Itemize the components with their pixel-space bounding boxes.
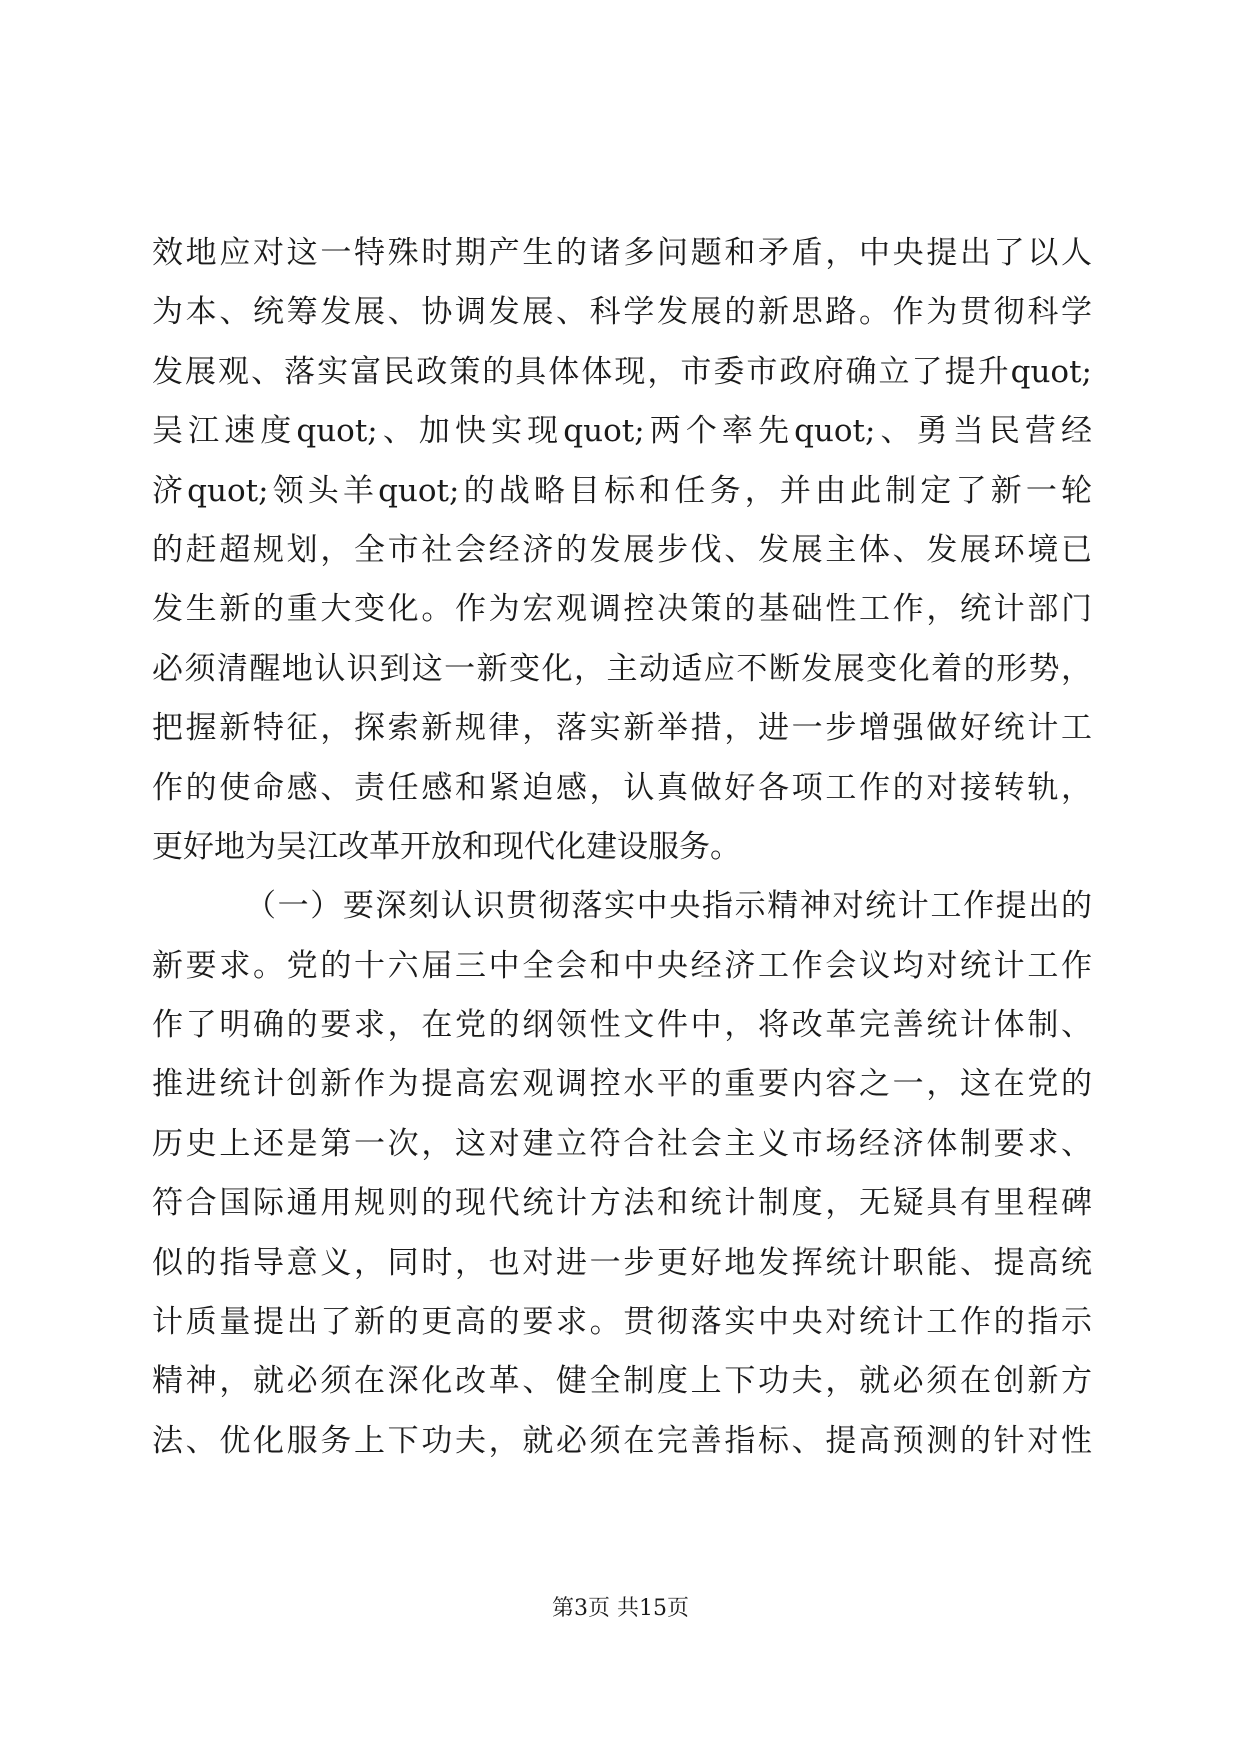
section-heading-line: （一）要深刻认识贯彻落实中央指示精神对统计工作提出的 (245, 888, 1092, 925)
text-line: 发展观、落实富民政策的具体体现，市委市政府确立了提升quot; (152, 353, 1092, 390)
text-line: 似的指导意义，同时，也对进一步更好地发挥统计职能、提高统 (152, 1244, 1092, 1281)
text-line: 吴江速度quot;、加快实现quot;两个率先quot;、勇当民营经 (152, 413, 1092, 450)
text-line: 法、优化服务上下功夫，就必须在完善指标、提高预测的针对性 (152, 1422, 1092, 1459)
document-body (152, 224, 1092, 1471)
text-line: 发生新的重大变化。作为宏观调控决策的基础性工作，统计部门 (152, 591, 1092, 628)
text-line: 历史上还是第一次，这对建立符合社会主义市场经济体制要求、 (152, 1125, 1092, 1162)
text-line: 为本、统筹发展、协调发展、科学发展的新思路。作为贯彻科学 (152, 294, 1092, 331)
text-line: 的赶超规划，全市社会经济的发展步伐、发展主体、发展环境已 (152, 531, 1092, 568)
text-line: 新要求。党的十六届三中全会和中央经济工作会议均对统计工作 (152, 947, 1092, 984)
text-line: 效地应对这一特殊时期产生的诸多问题和矛盾，中央提出了以人 (152, 235, 1092, 271)
text-line: 精神，就必须在深化改革、健全制度上下功夫，就必须在创新方 (152, 1363, 1092, 1400)
text-line: 必须清醒地认识到这一新变化，主动适应不断发展变化着的形势， (152, 650, 1092, 687)
text-line: 符合国际通用规则的现代统计方法和统计制度，无疑具有里程碑 (152, 1185, 1092, 1222)
page-number-label: 第3页 共15页 (552, 1596, 689, 1621)
text-line: 计质量提出了新的更高的要求。贯彻落实中央对统计工作的指示 (152, 1304, 1092, 1341)
text-line: 推进统计创新作为提高宏观调控水平的重要内容之一，这在党的 (152, 1066, 1092, 1103)
text-line: 作的使命感、责任感和紧迫感，认真做好各项工作的对接转轨， (152, 769, 1092, 806)
page-footer (0, 1594, 1241, 1624)
text-line: 作了明确的要求，在党的纲领性文件中，将改革完善统计体制、 (152, 1007, 1092, 1044)
text-line: 更好地为吴江改革开放和现代化建设服务。 (152, 828, 741, 865)
text-line: 把握新特征，探索新规律，落实新举措，进一步增强做好统计工 (152, 710, 1092, 747)
text-line: 济quot;领头羊quot;的战略目标和任务，并由此制定了新一轮 (152, 472, 1092, 509)
